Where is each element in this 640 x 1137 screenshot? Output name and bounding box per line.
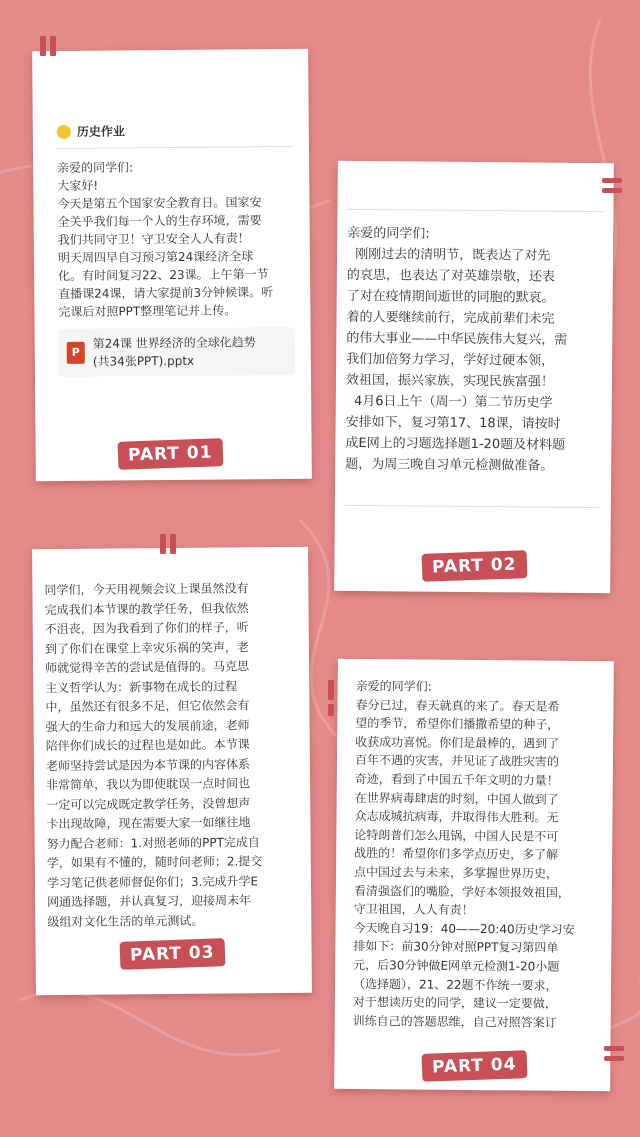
message-body: 刚刚过去的清明节，既表达了对先 的哀思，也表达了对英雄崇敬，还表 了对在疫情期间逝世的同胞的默哀。 着的人要继续前行，完成前辈们未完 的伟大事业——中华民族伟大复兴，需 我们加倍努力学习，学好过硬本领， 效祖国，振兴家族，实现民族富强！ 4月6日上午（周一）第二节历史学 安排如下，复习第17、18课，请按时 成E网上的习题选择题1-20题及材料题 题，为周三晚自习单元检测做准备。 <box>345 246 568 474</box>
quote-mark-icon <box>50 36 56 56</box>
quote-mark-icon <box>160 534 166 554</box>
card-part-04 <box>334 659 614 1091</box>
part-label: PART 02 <box>422 550 527 582</box>
card-part-03 <box>32 547 312 995</box>
file-name: 第24课 世界经济的全球化趋势 (共34张PPT).pptx <box>92 335 256 369</box>
part-label: PART 04 <box>422 1050 527 1082</box>
greeting: 亲爱的同学们: <box>355 678 432 694</box>
quote-mark-icon <box>604 1046 624 1051</box>
greeting: 亲爱的同学们: <box>347 225 430 242</box>
attachment-file[interactable] <box>59 327 295 377</box>
app-header <box>57 121 293 140</box>
greeting: 亲爱的同学们: <box>57 160 134 175</box>
quote-mark-icon <box>602 188 622 193</box>
ppt-file-icon: P <box>67 342 85 364</box>
quote-mark-icon <box>170 534 176 554</box>
message-body: 同学们，今天用视频会议上课虽然没有 完成我们本节课的教学任务，但我依然 不沮丧，因为我看到了你们的样子，听 到了你们在课堂上幸灾乐祸的笑声，老 师就觉得辛苦的尝试是值得的。马克思 主义哲学认为：新事物在成长的过程 中，虽然还有很多不足，但它依然会有 强大的生命力和远大的发展前途，老师 陪伴你们成长的过程也是如此。本节课 老师坚持尝试是因为本节课的内容体系 非常简单，我以为即使耽误一点时间也 一定可以完成既定教学任务，没曾想声 卡出现故障，现在需要大家一如继往地 努力配合老师：1.对照老师的PPT完成自 学，如果有不懂的，随时问老师；2.提交 学习笔记供老师督促你们；3.完成升学E 网通选择题，并认真复习，迎接周末年 级组对文化生活的单元测试。 <box>44 581 263 929</box>
quote-mark-icon <box>604 1056 624 1061</box>
quote-mark-icon <box>328 680 334 700</box>
quote-mark-icon <box>602 178 622 183</box>
part-label: PART 01 <box>118 438 223 470</box>
message-body: 今天是第五个国家安全教育日。国家安 全关乎我们每一个人的生存环境，需要 我们共同守卫！守卫安全人人有责！ 明天周四早自习预习第24课经济全球 化。有时间复习22、23课。上午第一节 直播课24课，请大家提前3分钟候课。听 完课后对照PPT整理笔记并上传。 <box>57 195 274 319</box>
homework-app-icon <box>57 124 71 138</box>
quote-mark-icon <box>328 704 334 716</box>
card-part-01 <box>32 49 312 481</box>
card-part-02 <box>334 161 614 593</box>
app-title: 历史作业 <box>76 124 125 139</box>
hello: 大家好! <box>57 178 99 193</box>
message-body: 春分已过，春天就真的来了。春天是希 望的季节，希望你们播撒希望的种子， 收获成功喜悦。你们是最棒的，遇到了 百年不遇的灾害，并见证了战胜灾害的 奇迹，看到了中国五千年文明的力量！ 在世界病毒肆虐的时刻，中国人做到了 众志成城抗病毒，并取得伟大胜利。无 论特朗普们怎么甩锅，中国人民是不可 战胜的！希望你们多学点历史，多了解 点中国过去与未来，多掌握世界历史， 看清强盗们的嘴脸，学好本领报效祖国， 守卫祖国，人人有责！ 今天晚自习19：40——20:40历史学习安 排如下：前30分钟对照PPT复习第四单 元，后30分钟做E网单元检测1-20小题 （选择题），21、22题不作统一要求， 对于想读历史的同学，建议一定要做， 训练自己的答题思维，自己对照答案订 <box>352 697 575 1030</box>
quote-mark-icon <box>40 36 46 56</box>
part-label: PART 03 <box>120 938 225 970</box>
